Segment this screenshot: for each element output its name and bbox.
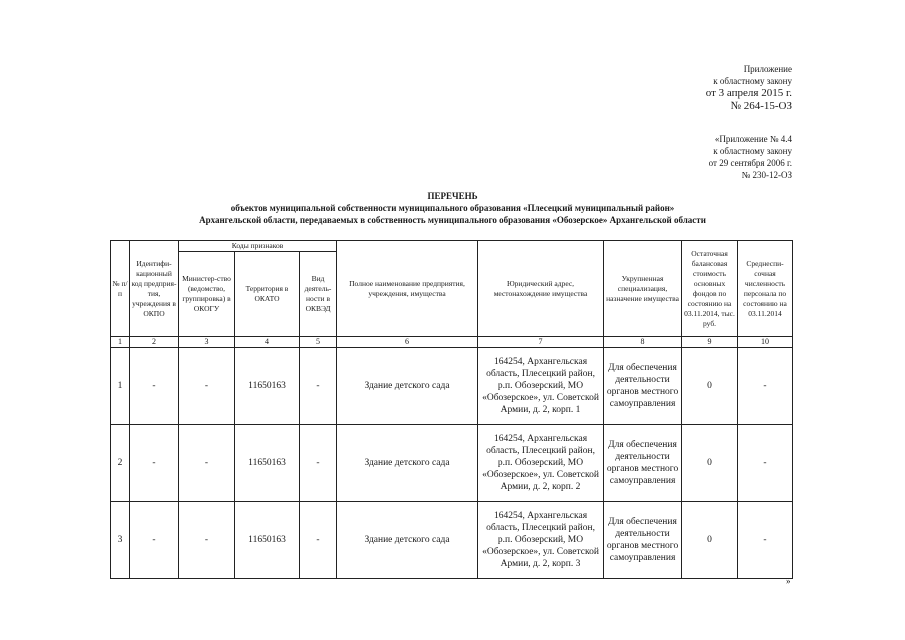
cell-address: 164254, Архангельская область, Плесецкий район, р.п. Обозерский, МО «Обозерское», ул. Советской Армии, д. 2, корп. 3 xyxy=(478,502,604,579)
document-subtitle-2: Архангельской области, передаваемых в собственность муниципального образования «Обозерское» Архангельской области xyxy=(199,215,706,225)
column-number: 9 xyxy=(682,337,738,348)
column-number: 3 xyxy=(179,337,235,348)
cell-num: 3 xyxy=(111,502,130,579)
header-okpo: Идентифи-кационный код предприя-тия, учреждения в ОКПО xyxy=(130,241,179,337)
column-number: 10 xyxy=(738,337,793,348)
cell-name: Здание детского сада xyxy=(337,348,478,425)
column-number: 6 xyxy=(337,337,478,348)
cell-okved: - xyxy=(300,348,337,425)
header-num: № п/п xyxy=(111,241,130,337)
cell-address: 164254, Архангельская область, Плесецкий район, р.п. Обозерский, МО «Обозерское», ул. Советской Армии, д. 2, корп. 2 xyxy=(478,425,604,502)
column-number: 5 xyxy=(300,337,337,348)
amended-appendix-label: «Приложение № 4.4 xyxy=(714,134,792,144)
cell-okved: - xyxy=(300,502,337,579)
column-number: 7 xyxy=(478,337,604,348)
cell-headcount: - xyxy=(738,425,793,502)
cell-headcount: - xyxy=(738,348,793,425)
cell-okogu: - xyxy=(179,348,235,425)
column-number-row xyxy=(111,337,793,348)
cell-balance: 0 xyxy=(682,502,738,579)
cell-okato: 11650163 xyxy=(235,425,300,502)
cell-num: 2 xyxy=(111,425,130,502)
appendix-date: от 3 апреля 2015 г. xyxy=(705,87,792,99)
cell-name: Здание детского сада xyxy=(337,425,478,502)
column-number: 1 xyxy=(111,337,130,348)
cell-okved: - xyxy=(300,425,337,502)
amended-appendix-law-ref: к областному закону xyxy=(713,146,792,156)
cell-balance: 0 xyxy=(682,348,738,425)
header-name: Полное наименование предприятия, учреждения, имущества xyxy=(337,241,478,337)
column-number: 8 xyxy=(604,337,682,348)
header-headcount: Среднеспи-сочная численность персонала по состоянию на 03.11.2014 xyxy=(738,241,793,337)
table-row xyxy=(111,502,793,579)
appendix-law-ref: к областному закону xyxy=(713,76,792,86)
cell-specialization: Для обеспечения деятельности органов местного самоуправления xyxy=(604,425,682,502)
header-codes-group: Коды признаков xyxy=(179,241,337,252)
cell-okpo: - xyxy=(130,425,179,502)
cell-okpo: - xyxy=(130,348,179,425)
document-title: ПЕРЕЧЕНЬ xyxy=(427,191,478,201)
cell-okpo: - xyxy=(130,502,179,579)
cell-address: 164254, Архангельская область, Плесецкий район, р.п. Обозерский, МО «Обозерское», ул. Советской Армии, д. 2, корп. 1 xyxy=(478,348,604,425)
header-address: Юридический адрес, местонахождение имущества xyxy=(478,241,604,337)
cell-balance: 0 xyxy=(682,425,738,502)
header-balance: Остаточная балансовая стоимость основных фондов по состоянию на 03.11.2014, тыс. руб. xyxy=(682,241,738,337)
appendix-header xyxy=(706,63,792,113)
appendix-law-number: № 264-15-ОЗ xyxy=(730,100,792,112)
cell-name: Здание детского сада xyxy=(337,502,478,579)
header-okved: Вид деятель-ности в ОКВЭД xyxy=(300,252,337,337)
cell-specialization: Для обеспечения деятельности органов местного самоуправления xyxy=(604,348,682,425)
header-okato: Территория в ОКАТО xyxy=(235,252,300,337)
table-row xyxy=(111,425,793,502)
cell-okogu: - xyxy=(179,502,235,579)
cell-okato: 11650163 xyxy=(235,502,300,579)
cell-specialization: Для обеспечения деятельности органов местного самоуправления xyxy=(604,502,682,579)
cell-num: 1 xyxy=(111,348,130,425)
column-number: 2 xyxy=(130,337,179,348)
continuation-mark: » xyxy=(786,576,791,586)
header-specialization: Укрупненная специализация, назначение имущества xyxy=(604,241,682,337)
document-subtitle-1: объектов муниципальной собственности муниципального образования «Плесецкий муниципальный район» xyxy=(230,203,675,213)
column-number: 4 xyxy=(235,337,300,348)
cell-okogu: - xyxy=(179,425,235,502)
amended-appendix-header xyxy=(709,133,792,181)
property-list-table xyxy=(110,240,793,579)
amended-appendix-date: от 29 сентября 2006 г. xyxy=(708,158,792,168)
appendix-label: Приложение xyxy=(743,64,792,74)
amended-appendix-law-number: № 230-12-ОЗ xyxy=(741,170,792,180)
cell-headcount: - xyxy=(738,502,793,579)
table-row xyxy=(111,348,793,425)
header-okogu: Министер-ство (ведомство, группировка) в ОКОГУ xyxy=(179,252,235,337)
cell-okato: 11650163 xyxy=(235,348,300,425)
